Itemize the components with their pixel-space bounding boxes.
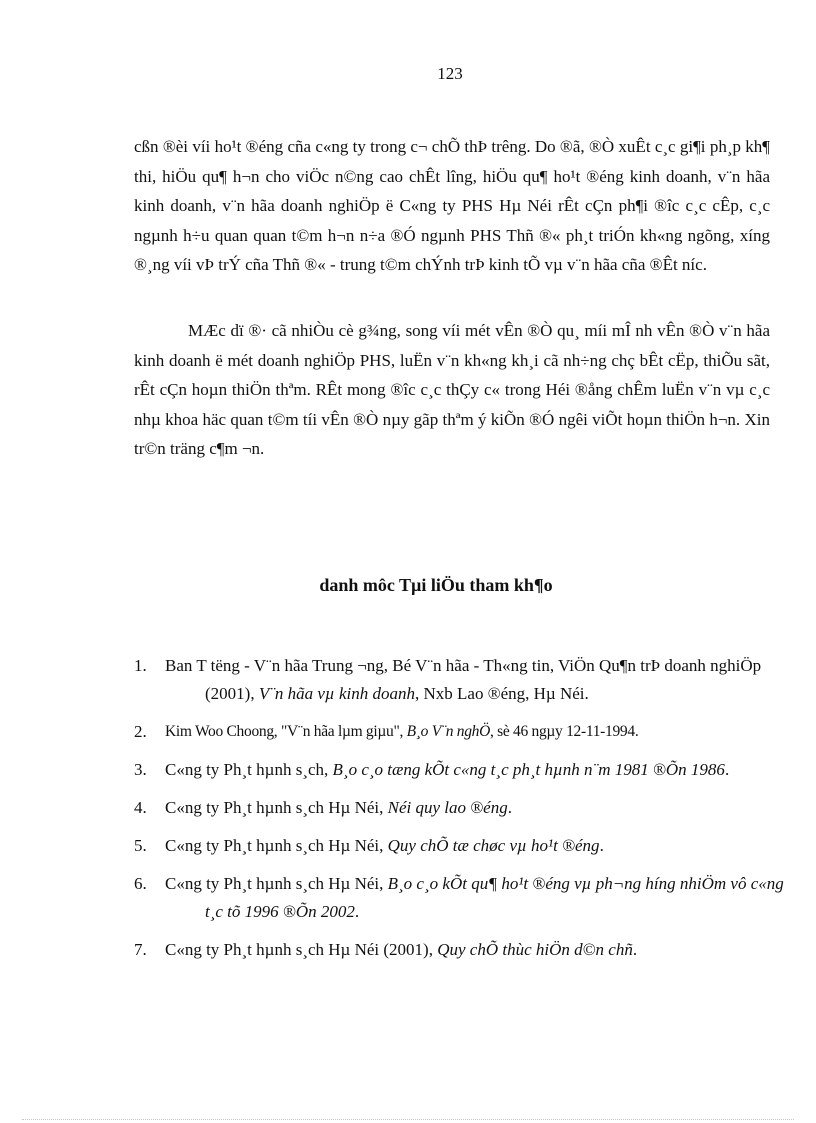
- reference-publisher: .: [354, 902, 360, 921]
- reference-publisher: .: [632, 940, 638, 959]
- reference-text: [165, 832, 805, 860]
- reference-item: [0, 870, 816, 926]
- reference-title: B¸o c¸o tæng kÕt c«ng t¸c ph¸t hµnh n¨m 1981 ®Õn 1986: [332, 760, 725, 779]
- reference-publisher: .: [599, 836, 604, 855]
- reference-title: V¨n hãa vµ kinh doanh: [258, 684, 415, 703]
- references-heading: danh môc Tµi liÖu tham kh¶o: [319, 575, 553, 595]
- reference-number: 3.: [134, 760, 147, 779]
- reference-text: [165, 652, 805, 708]
- reference-number: 2.: [134, 722, 147, 741]
- reference-source: C«ng ty Ph¸t hµnh s¸ch Hµ Néi,: [165, 798, 388, 817]
- reference-text: [165, 870, 805, 926]
- reference-title: Néi quy lao ®éng: [387, 798, 508, 817]
- reference-publisher: , sè 46 ngµy 12-11-1994.: [490, 723, 639, 740]
- reference-publisher: .: [724, 760, 730, 779]
- reference-number: 4.: [134, 798, 147, 817]
- reference-text: [165, 794, 805, 822]
- references-list: [0, 652, 816, 974]
- reference-title: Quy chÕ tæ chøc vµ ho¹t ®éng: [387, 836, 600, 855]
- reference-number: 7.: [134, 940, 147, 959]
- reference-number: 6.: [134, 874, 147, 893]
- reference-publisher: .: [507, 798, 512, 817]
- reference-source: Kim Woo Choong, "V¨n hãa lµm giµu",: [165, 723, 407, 740]
- reference-source: Ban T tëng - V¨n hãa Trung ¬ng, Bé V¨n hãa - Th«ng tin, ViÖn Qu¶n trÞ doanh nghiÖp (2001),: [165, 656, 762, 703]
- body-paragraph-2: MÆc dï ®· cã nhiÒu cè g¾ng, song víi mét vÊn ®Ò qu¸ míi mÎ nh vÊn ®Ò v¨n hãa kinh doanh ë mét doanh nghiÖp PHS, luËn v¨n kh«ng kh¸i cã nh÷ng chç bÊt cËp, thiÕu sãt, rÊt cÇn hoµn thiÖn thªm. RÊt mong ®îc c¸c thÇy c« trong Héi ®ång chÊm luËn v¨n vµ c¸c nhµ khoa häc quan t©m tíi vÊn ®Ò nµy gãp thªm ý kiÕn ®Ó ngêi viÕt hoµn thiÖn h¬n. Xin tr©n träng c¶m ¬n.: [134, 321, 770, 458]
- reference-publisher: , Nxb Lao ®éng, Hµ Néi.: [414, 684, 589, 703]
- reference-source: C«ng ty Ph¸t hµnh s¸ch Hµ Néi (2001),: [165, 940, 438, 959]
- reference-title: Quy chÕ thùc hiÖn d©n chñ: [437, 940, 633, 959]
- page-number: 123: [437, 64, 463, 83]
- page-bottom-border: [22, 1119, 794, 1120]
- reference-text: [165, 718, 805, 746]
- body-paragraph-1: cßn ®èi víi ho¹t ®éng cña c«ng ty trong c¬ chÕ thÞ trêng. Do ®ã, ®Ò xuÊt c¸c gi¶i ph¸p kh¶ thi, hiÖu qu¶ h¬n cho viÖc n©ng cao chÊt lîng, hiÖu qu¶ ho¹t ®éng kinh doanh, v¨n hãa kinh doanh, v¨n hãa doanh nghiÖp ë C«ng ty PHS Hµ Néi rÊt cÇn ph¶i ®îc c¸c cÊp, c¸c ngµnh h÷u quan quan t©m h¬n n÷a ®Ó ngµnh PHS Thñ ®« ph¸t triÓn kh«ng ngõng, xíng ®¸ng víi vÞ trÝ cña Thñ ®« - trung t©m chÝnh trÞ kinh tÕ vµ v¨n hãa cña ®Êt níc.: [134, 137, 770, 274]
- reference-item: [0, 936, 816, 964]
- reference-source: C«ng ty Ph¸t hµnh s¸ch,: [165, 760, 333, 779]
- reference-title: B¸o V¨n nghÖ: [406, 723, 490, 740]
- reference-item: [0, 652, 816, 708]
- reference-number: 5.: [134, 836, 147, 855]
- reference-text: [165, 936, 805, 964]
- reference-source: C«ng ty Ph¸t hµnh s¸ch Hµ Néi,: [165, 836, 388, 855]
- reference-text: [165, 756, 805, 784]
- reference-item: [0, 756, 816, 784]
- reference-item: [0, 832, 816, 860]
- reference-title: B¸o c¸o kÕt qu¶ ho¹t ®éng vµ ph¬ng híng nhiÖm vô c«ng t¸c tõ 1996 ®Õn 2002: [205, 874, 784, 921]
- reference-number: 1.: [134, 656, 147, 675]
- reference-item: [0, 718, 816, 746]
- reference-source: C«ng ty Ph¸t hµnh s¸ch Hµ Néi,: [165, 874, 388, 893]
- reference-item: [0, 794, 816, 822]
